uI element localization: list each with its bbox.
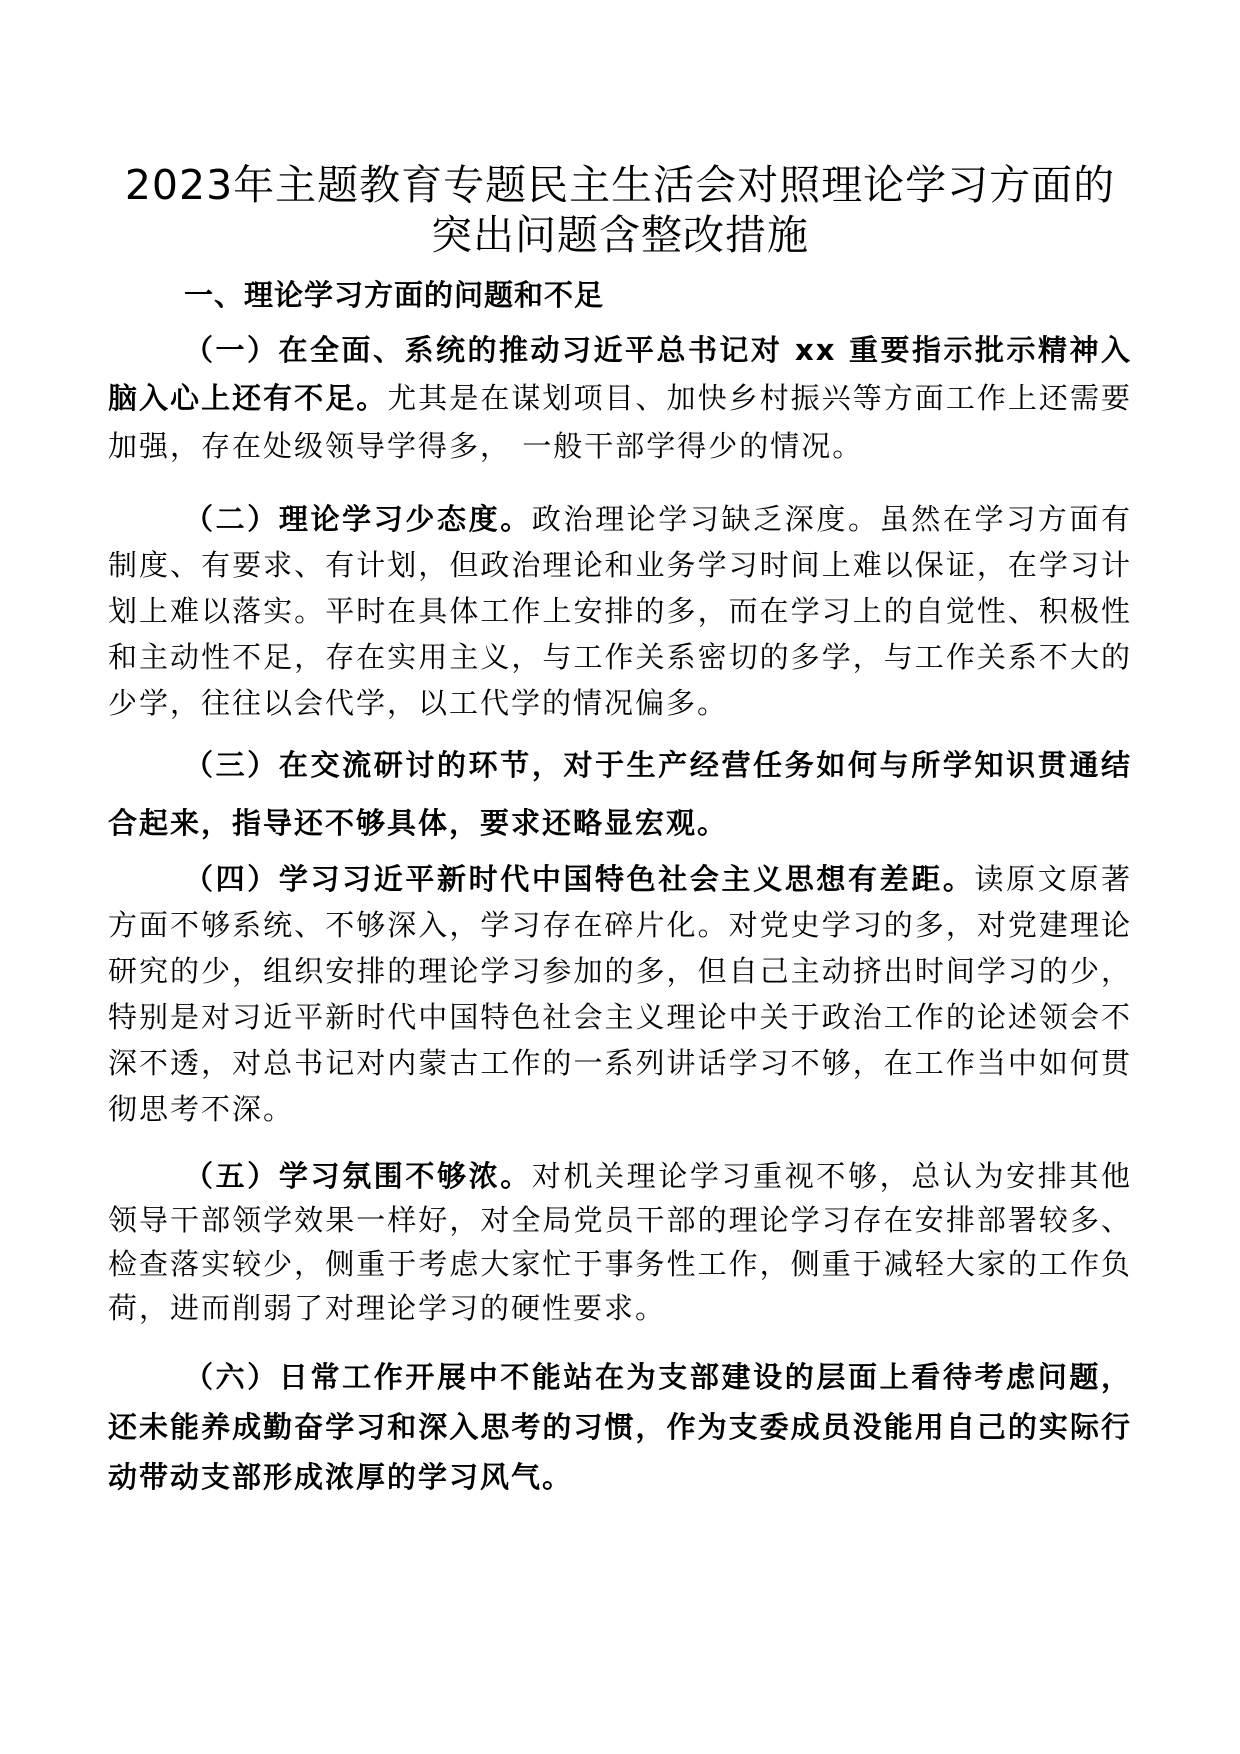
paragraph-5 xyxy=(108,1154,1132,1330)
paragraph-1-body: 尤其是在谋划项目、加快乡村振兴等方面工作上还需要加强，存在处级领导学得多， 一般干部学得少的情况。 xyxy=(108,381,1132,463)
document-page xyxy=(108,160,1132,1502)
paragraph-5-lead: （五）学习氛围不够浓。 xyxy=(184,1159,532,1193)
paragraph-2-body: 政治理论学习缺乏深度。虽然在学习方面有制度、有要求、有计划，但政治理论和业务学习时间上难以保证，在学习计划上难以落实。平时在具体工作上安排的多，而在学习上的自觉性、积极性和主动性不足，存在实用主义，与工作关系密切的多学，与工作关系不大的少学，往往以会代学，以工代学的情况偏多。 xyxy=(108,502,1132,720)
document-title xyxy=(108,160,1132,260)
document-title-line-2: 突出问题含整改措施 xyxy=(431,211,809,259)
paragraph-1 xyxy=(108,326,1132,470)
paragraph-5-body: 对机关理论学习重视不够，总认为安排其他领导干部领学效果一样好，对全局党员干部的理论学习存在安排部署较多、检查落实较少，侧重于考虑大家忙于事务性工作，侧重于减轻大家的工作负荷，进而削弱了对理论学习的硬性要求。 xyxy=(108,1159,1132,1325)
paragraph-2 xyxy=(108,496,1132,726)
paragraph-2-lead: （二）理论学习少态度。 xyxy=(184,502,532,536)
paragraph-4-lead: （四）学习习近平新时代中国特色社会主义思想有差距。 xyxy=(184,862,975,896)
paragraph-3 xyxy=(108,736,1132,852)
paragraph-6-lead: （六）日常工作开展中不能站在为支部建设的层面上看待考虑问题，还未能养成勤奋学习和深入思考的习惯，作为支委成员没能用自己的实际行动带动支部形成浓厚的学习风气。 xyxy=(108,1360,1132,1494)
paragraph-6 xyxy=(108,1352,1132,1502)
paragraph-4 xyxy=(108,856,1132,1132)
document-title-line-1: 2023年主题教育专题民主生活会对照理论学习方面的 xyxy=(124,161,1116,209)
paragraph-4-body: 读原文原著方面不够系统、不够深入，学习存在碎片化。对党史学习的多，对党建理论研究的少，组织安排的理论学习参加的多，但自己主动挤出时间学习的少，特别是对习近平新时代中国特色社会主义理论中关于政治工作的论述领会不深不透，对总书记对内蒙古工作的一系列讲话学习不够，在工作当中如何贯彻思考不深。 xyxy=(108,862,1132,1126)
paragraph-1-lead: （一）在全面、系统的推动习近平总书记对 xx 重要指示批示精神入脑入心上还有不足。 xyxy=(108,333,1132,415)
paragraph-3-lead: （三）在交流研讨的环节，对于生产经营任务如何与所学知识贯通结合起来，指导还不够具体，要求还略显宏观。 xyxy=(108,748,1132,840)
section-heading: 一、理论学习方面的问题和不足 xyxy=(184,278,605,312)
